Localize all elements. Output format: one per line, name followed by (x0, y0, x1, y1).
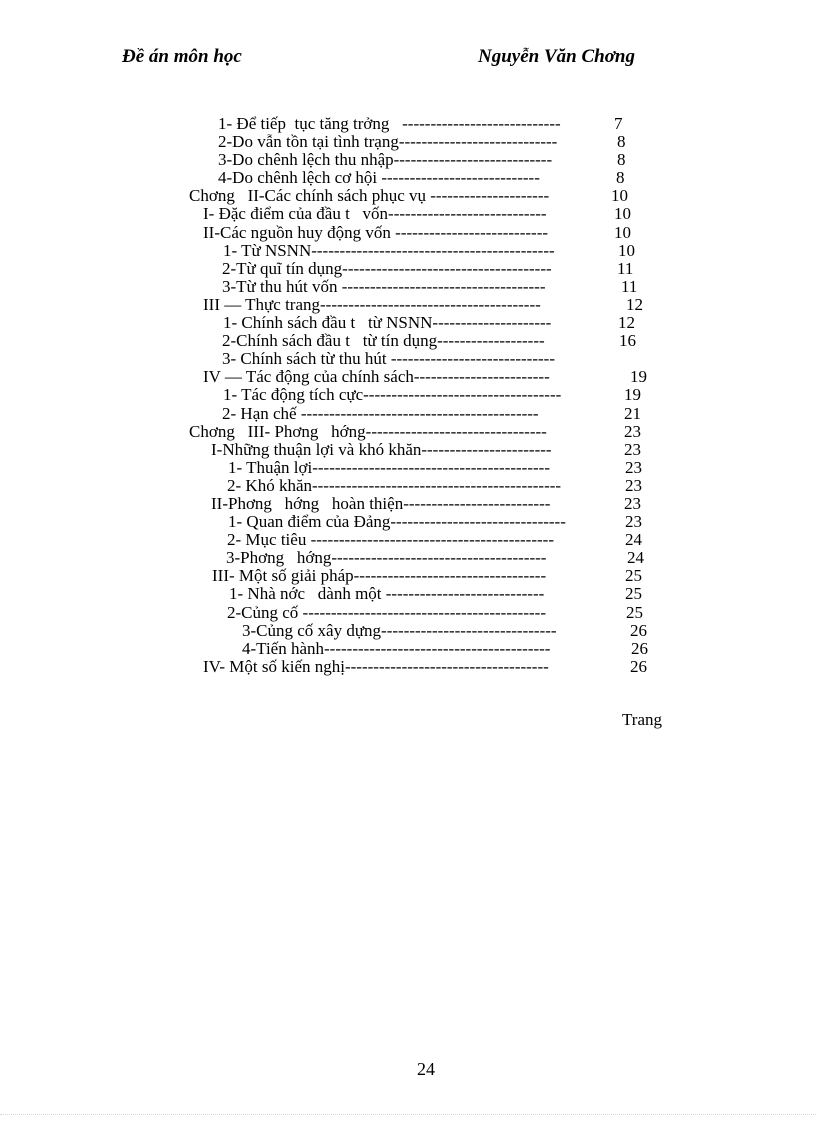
toc-entry-text: 1- Chính sách đầu t từ NSNN--------------------- (223, 313, 552, 333)
toc-entry-page: 10 (614, 204, 631, 224)
toc-entry-text: 2-Do vẫn tồn tại tình trạng---------------------------- (218, 132, 558, 152)
toc-entry (0, 658, 816, 676)
toc-entry (0, 640, 816, 658)
toc-entry-text: IV — Tác động của chính sách------------------------ (203, 367, 550, 387)
toc-entry-page: 19 (630, 367, 647, 387)
toc-entry (0, 567, 816, 585)
bottom-divider (0, 1114, 816, 1115)
toc-entry (0, 133, 816, 151)
toc-entry (0, 205, 816, 223)
toc-entry-page: 26 (631, 638, 648, 658)
toc-entry-text: 1- Từ NSNN------------------------------------------- (223, 240, 555, 260)
toc-entry (0, 549, 816, 567)
toc-entry-page: 12 (626, 294, 643, 314)
toc-entry-page: 23 (624, 439, 641, 459)
toc-entry-page: 11 (621, 276, 638, 296)
toc-entry-page: 11 (617, 258, 634, 278)
toc-entry-page: 23 (625, 475, 642, 495)
toc-entry-text: 2-Chính sách đầu t từ tín dụng------------------- (222, 331, 545, 351)
toc-entry (0, 423, 816, 441)
toc-entry (0, 314, 816, 332)
toc-entry-page: 23 (625, 512, 642, 532)
toc-entry-text: 1- Thuận lợi------------------------------------------ (228, 457, 550, 477)
toc-entry-text: 1- Quan điểm của Đảng------------------------------- (228, 512, 566, 532)
toc-entry-page: 12 (618, 313, 635, 333)
toc-entry (0, 585, 816, 603)
toc-entry-text: 2- Mục tiêu ------------------------------------------- (227, 530, 554, 550)
toc-entry (0, 242, 816, 260)
toc-entry-text: II-Các nguồn huy động vốn --------------------------- (203, 222, 549, 242)
toc-entry (0, 459, 816, 477)
toc-entry-text: 3-Củng cố xây dựng------------------------------- (242, 620, 557, 640)
toc-entry-page: 19 (624, 385, 641, 405)
toc-entry (0, 296, 816, 314)
toc-entry-page: 26 (630, 656, 647, 676)
toc-entry (0, 278, 816, 296)
toc-entry-text: 4-Do chênh lệch cơ hội ---------------------------- (218, 168, 540, 188)
page-number: 24 (417, 1059, 435, 1079)
toc-entry (0, 350, 816, 368)
table-of-contents (0, 115, 816, 676)
toc-entry-text: 1- Nhà nớc dành một ---------------------------- (229, 584, 545, 604)
toc-entry (0, 604, 816, 622)
toc-entry (0, 187, 816, 205)
toc-entry-text: 2-Củng cố ------------------------------------------- (227, 602, 546, 622)
toc-entry-page: 16 (619, 331, 636, 351)
toc-entry (0, 224, 816, 242)
toc-entry-page: 23 (624, 493, 641, 513)
toc-entry (0, 115, 816, 133)
toc-entry-page: 8 (617, 132, 626, 152)
toc-entry-text: I-Những thuận lợi và khó khăn----------------------- (211, 439, 552, 459)
toc-entry-text: 1- Để tiếp tục tăng trởng ---------------------------- (218, 114, 561, 133)
toc-entry (0, 386, 816, 404)
toc-entry-text: Chơng II-Các chính sách phục vụ --------------------- (189, 186, 550, 206)
toc-entry-text: 3-Do chênh lệch thu nhập---------------------------- (218, 150, 553, 170)
toc-entry-page: 10 (618, 240, 635, 260)
toc-entry-page: 24 (627, 548, 644, 568)
toc-entry-text: Chơng III- Phơng hớng-------------------------------- (189, 421, 547, 441)
toc-entry-text: 2-Từ quĩ tín dụng------------------------------------- (222, 258, 552, 278)
toc-entry (0, 622, 816, 640)
toc-entry-page: 23 (624, 421, 641, 441)
toc-entry (0, 531, 816, 549)
toc-entry-text: 2- Hạn chế ------------------------------------------ (222, 403, 539, 423)
header-title: Đề án môn học (122, 46, 242, 67)
toc-entry (0, 169, 816, 187)
toc-entry (0, 495, 816, 513)
toc-entry-page: 7 (614, 114, 623, 133)
toc-entry-page: 23 (625, 457, 642, 477)
toc-entry (0, 332, 816, 350)
toc-entry-page: 25 (626, 602, 643, 622)
toc-entry-text: II-Phơng hớng hoàn thiện-------------------------- (211, 493, 551, 513)
trang-label: Trang (622, 710, 662, 729)
toc-entry-page: 8 (616, 168, 625, 188)
toc-entry-page: 10 (611, 186, 628, 206)
toc-entry (0, 151, 816, 169)
toc-entry-text: 1- Tác động tích cực----------------------------------- (223, 385, 562, 405)
header-author: Nguyễn Văn Chơng (478, 46, 635, 67)
toc-entry-text: I- Đặc điểm của đầu t vốn---------------------------- (203, 204, 547, 224)
toc-entry-text: IV- Một số kiến nghị------------------------------------ (203, 656, 549, 676)
toc-entry (0, 441, 816, 459)
toc-entry (0, 477, 816, 495)
toc-entry-text: 2- Khó khăn-------------------------------------------- (227, 475, 562, 495)
toc-entry-text: 3- Chính sách từ thu hút ----------------------------- (222, 349, 555, 369)
toc-entry-page: 24 (625, 530, 642, 550)
toc-entry-text: III- Một số giải pháp---------------------------------- (212, 566, 547, 586)
toc-entry-page: 10 (614, 222, 631, 242)
toc-entry (0, 513, 816, 531)
toc-entry-page: 26 (630, 620, 647, 640)
toc-entry-text: 3-Từ thu hút vốn ------------------------------------ (222, 276, 546, 296)
toc-entry-text: 3-Phơng hớng-------------------------------------- (226, 548, 547, 568)
toc-entry (0, 260, 816, 278)
toc-entry-page: 8 (617, 150, 626, 170)
toc-entry-page: 21 (624, 403, 641, 423)
toc-entry (0, 405, 816, 423)
toc-entry-page: 25 (625, 584, 642, 604)
toc-entry-page: 25 (625, 566, 642, 586)
toc-entry (0, 368, 816, 386)
toc-entry-text: III — Thực trang--------------------------------------- (203, 294, 541, 314)
toc-entry-text: 4-Tiến hành---------------------------------------- (242, 638, 551, 658)
